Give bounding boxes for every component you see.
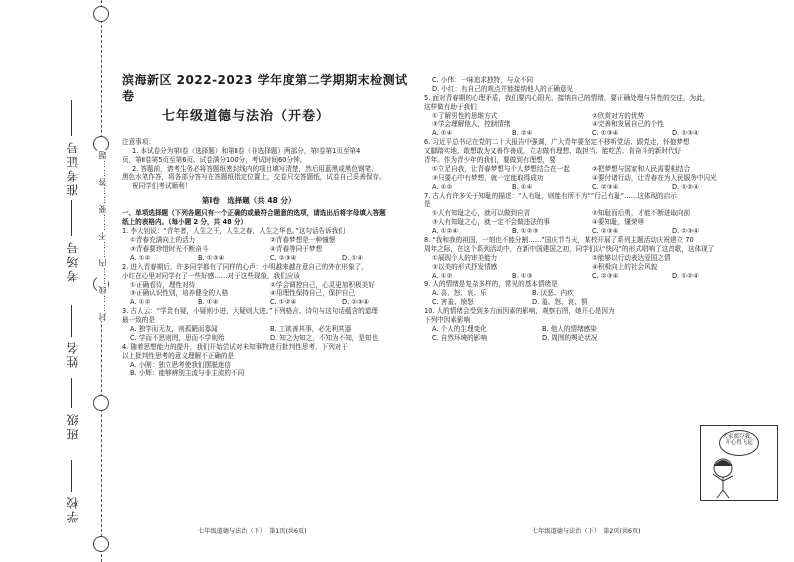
question-stem: 下列中因素影响 <box>424 316 471 325</box>
option: ④要付诸行动，让青春在为人民服务中闪光 <box>592 173 717 182</box>
answer-choice: C. ②③④ <box>592 271 619 280</box>
question-stem: 小红在心里对同学有了一些好感……对于这些现象，我们应该 <box>122 271 301 280</box>
question-stem: 周年之际，在这个系列活动中，在新中国建国之初，同学们以“快闪”的形式唱响了这首歌，这体现了 <box>424 244 715 253</box>
question-stem: 3. 古人云：“学贵有疑，小疑则小进，大疑则大进。”下列格言、诗句与这句话蕴含的道理 <box>122 307 378 316</box>
question-stem: 7. 古人有许多关于知耻的描述：“人有耻，则能有所不为”“行己有耻”……这体现的启示 <box>424 191 677 200</box>
option: B. 小辉：能够辨别主流与非主流的不同 <box>130 369 245 378</box>
option: ②能够以行动表达爱国之情 <box>592 253 671 262</box>
answer-choice: C. 害羞、愤怒 <box>432 298 474 307</box>
question-stem: 以上批判性思考的意义理解不正确的是 <box>122 351 235 360</box>
answer-choice: B. ①④ <box>512 182 533 191</box>
note-line: 祝同学们考试顺利！ <box>132 182 192 191</box>
binding-strip <box>0 0 118 562</box>
right-column <box>424 76 784 343</box>
option: ①立足自我，让青春梦想与个人梦想结合在一起 <box>432 164 570 173</box>
exam-title: 滨海新区 2022-2023 学年度第二学期期末检测试卷 <box>122 73 408 104</box>
option: C. 学而不思则罔，思而不学则殆 <box>130 333 225 342</box>
note-line: 黑色水笔作答，将各部分答写在答题纸指定位置上，交卷只交答题纸，试卷自己妥善保存。 <box>122 173 386 182</box>
option: ③青春要珍惜时光不断奋斗 <box>130 244 209 253</box>
option: ③以美的形式抒发情感 <box>432 262 498 271</box>
option: ②把梦想与国家和人民需要相结合 <box>592 164 691 173</box>
seat-no-field[interactable] <box>71 200 72 236</box>
option: ①展现个人的审美能力 <box>432 253 498 262</box>
option: D. 小红：有自己的观点并能接纳他人的正确意见 <box>432 84 574 93</box>
option: ④完善和发展自己的个性 <box>592 120 664 129</box>
answer-choice: C. ①③④ <box>592 129 619 138</box>
question-stem: 这样做有助于我们 <box>424 102 477 111</box>
option: ②知耻而后勇，才能不断进取向前 <box>592 209 691 218</box>
girl-figure-icon <box>701 426 777 500</box>
notes-heading: 注意事项： <box>122 137 155 146</box>
class-field[interactable] <box>71 378 72 408</box>
option: B. 工欲善其事，必先利其器 <box>270 324 352 333</box>
option: C. 小伟：一味追求独特，与众不同 <box>432 76 534 84</box>
answer-choice: A. ①② <box>432 182 453 191</box>
question-stem: 2. 进入青春期后，许多同学都有了同样的心声：小明越来越在意自己的外在形象了， <box>122 262 368 271</box>
option: ④积极向上的社会风貌 <box>592 262 658 271</box>
page-footer-right: 七年级道德与法治（下） 第2页(共6页) <box>532 528 641 535</box>
option: ②学会调控自己，心灵更加积极美好 <box>270 280 375 289</box>
answer-choice: B. ①④ <box>198 298 219 307</box>
option: A. 独学而无友，则孤陋而寡闻 <box>130 324 218 333</box>
binding-hole <box>93 6 109 22</box>
option: ③学会理解他人，控制情绪 <box>432 120 511 129</box>
option: ④青春等同于梦想 <box>270 244 323 253</box>
option: ④用理性保持自己，保护自己 <box>270 289 356 298</box>
school-field[interactable] <box>71 460 72 492</box>
option: ④要知耻，懂荣辱 <box>592 218 645 227</box>
question-stem: 是 <box>424 200 431 209</box>
answer-choice: B. ①③ <box>512 271 533 280</box>
answer-choice: A. ①②④ <box>432 227 459 236</box>
section-instructions: 纸上的表格内。（每小题 2 分，共 48 分） <box>122 218 248 227</box>
label-exam-no: 准考证号 <box>66 140 80 196</box>
cartoon-illustration <box>700 425 778 501</box>
option: ③只要心中有梦想，就一定能取得成功 <box>432 173 544 182</box>
answer-choice: B. 厌恶、内疚 <box>532 289 574 298</box>
answer-choice: A. 个人的生理变化 <box>432 324 487 333</box>
option: ①青春充满向上的活力 <box>130 236 196 245</box>
answer-choice: A. ①② <box>130 253 151 262</box>
label-seat-no: 考场号 <box>66 240 80 282</box>
question-stem: 1. 李大钊说：“青年者，人生之王，人生之春，人生之华也。”这句话告诉我们 <box>122 227 345 236</box>
answer-choice: B. ①②③ <box>512 227 539 236</box>
binding-hole <box>93 536 109 552</box>
question-stem: 9. 人的情绪是复杂多样的，常见的基本情绪是 <box>424 280 558 289</box>
binding-hole <box>93 395 109 411</box>
answer-choice: C. ①②④ <box>270 298 297 307</box>
question-stem: 10. 人的情绪会受到多方面因素的影响，观察右图，她开心是因为 <box>424 307 615 316</box>
answer-choice: D. ①③④ <box>672 227 700 236</box>
question-stem: 又脚踏实地，敢想敢为又善作善成，立志做有理想、敢担当、能吃苦、肯奋斗的新时代好 <box>424 147 682 156</box>
answer-choice: C. ②③④ <box>592 182 619 191</box>
section-instructions: 一、单项选择题（下列各题只有一个正确的或最符合题意的选项，请选出后将字母填入答题 <box>122 209 386 218</box>
option: ①了解男性的思维方式 <box>432 111 498 120</box>
note-line: 页，第Ⅱ卷第5页至第6页。试卷满分100分，考试时间60分钟。 <box>122 155 307 164</box>
name-field[interactable] <box>71 305 72 337</box>
answer-choice: A. ①② <box>432 271 453 280</box>
part1-heading: 第Ⅰ卷 选择题（共 48 分） <box>202 196 296 206</box>
option: ①人有知耻之心，就可以做到自省 <box>432 209 531 218</box>
question-stem: 8. “我和我的祖国，一刻也不能分割……”国庆节当天，某校开展了系列主题活动庆祝建立 70 <box>424 236 694 245</box>
exam-no-field[interactable] <box>71 100 72 136</box>
label-class: 班级 <box>66 412 80 440</box>
seal-line-text: 封……线……内……不……要……答……题 <box>98 150 107 321</box>
question-stem: 青年。作为青少年的我们，要做到有理想，要 <box>424 156 556 165</box>
answer-choice: C. ②③④ <box>592 227 619 236</box>
question-stem: 4. 随着思想能力的提升，我们开始尝试对未知事物进行批判性思考，下列对于 <box>122 342 348 351</box>
answer-choice: D. ①②④ <box>672 182 700 191</box>
left-column <box>122 72 412 378</box>
answer-choice: B. 他人的情绪感染 <box>542 324 597 333</box>
answer-choice: D. ②③④ <box>342 298 370 307</box>
answer-choice: D. ①②④ <box>672 271 700 280</box>
answer-choice: D. ①④ <box>342 253 364 262</box>
answer-choice: B. ①③④ <box>198 253 225 262</box>
answer-choice: D. 周围的舆论状况 <box>542 333 598 342</box>
page-footer-left: 七年级道德与法治（下） 第1页(共6页) <box>198 528 307 535</box>
note-line: 1. 本试卷分为第Ⅰ卷（选择题）和第Ⅱ卷（非选择题）两部分，第Ⅰ卷第1页至第4 <box>132 146 361 155</box>
option: ①正确看待，理性对待 <box>130 280 196 289</box>
answer-choice: B. ②④ <box>512 129 533 138</box>
answer-choice: D. 羞、怒、哀、惧 <box>532 298 588 307</box>
answer-choice: D. ②③④ <box>672 129 700 138</box>
question-stem: 5. 面对青春期的心理矛盾，我们要内心阳光，接纳自己的情绪，要正确处理与异性的交往，为此， <box>424 93 710 102</box>
answer-choice: A. ①④ <box>432 129 453 138</box>
label-school: 学校 <box>66 495 80 523</box>
label-name: 姓名 <box>66 340 80 368</box>
answer-choice: C. ②③④ <box>270 253 297 262</box>
question-stem: 最一致的是 <box>122 316 155 325</box>
option: ③人有知耻之心，就一定不会做违法的事 <box>432 218 551 227</box>
option: A. 小刚：独立思考使我们摆脱迷信 <box>130 360 231 369</box>
option: ②青春梦想是一种憧憬 <box>270 236 336 245</box>
answer-choice: A. ①② <box>130 298 151 307</box>
option: D. 知之为知之，不知为不知，是知也 <box>270 333 379 342</box>
note-line: 2. 答题前，请考生务必将答题纸密封线内的项目填写清楚，然后用蓝黑或黑色钢笔、 <box>132 164 378 173</box>
option: ②欣赏对方的优势 <box>592 111 645 120</box>
speech-bubble: 大家都夸我，开心得飞起 <box>719 430 759 456</box>
exam-subtitle: 七年级道德与法治（开卷） <box>162 109 331 125</box>
answer-choice: C. 自然环境的影响 <box>432 333 487 342</box>
answer-choice: A. 喜、怒、哀、乐 <box>432 289 487 298</box>
question-stem: 6. 习近平总书记在党的二十大报告中强调，广大青年要坚定不移听党话、跟党走，怀抱梦想 <box>424 138 690 147</box>
option: ③正确认识性别，培养健全的人格 <box>130 289 229 298</box>
